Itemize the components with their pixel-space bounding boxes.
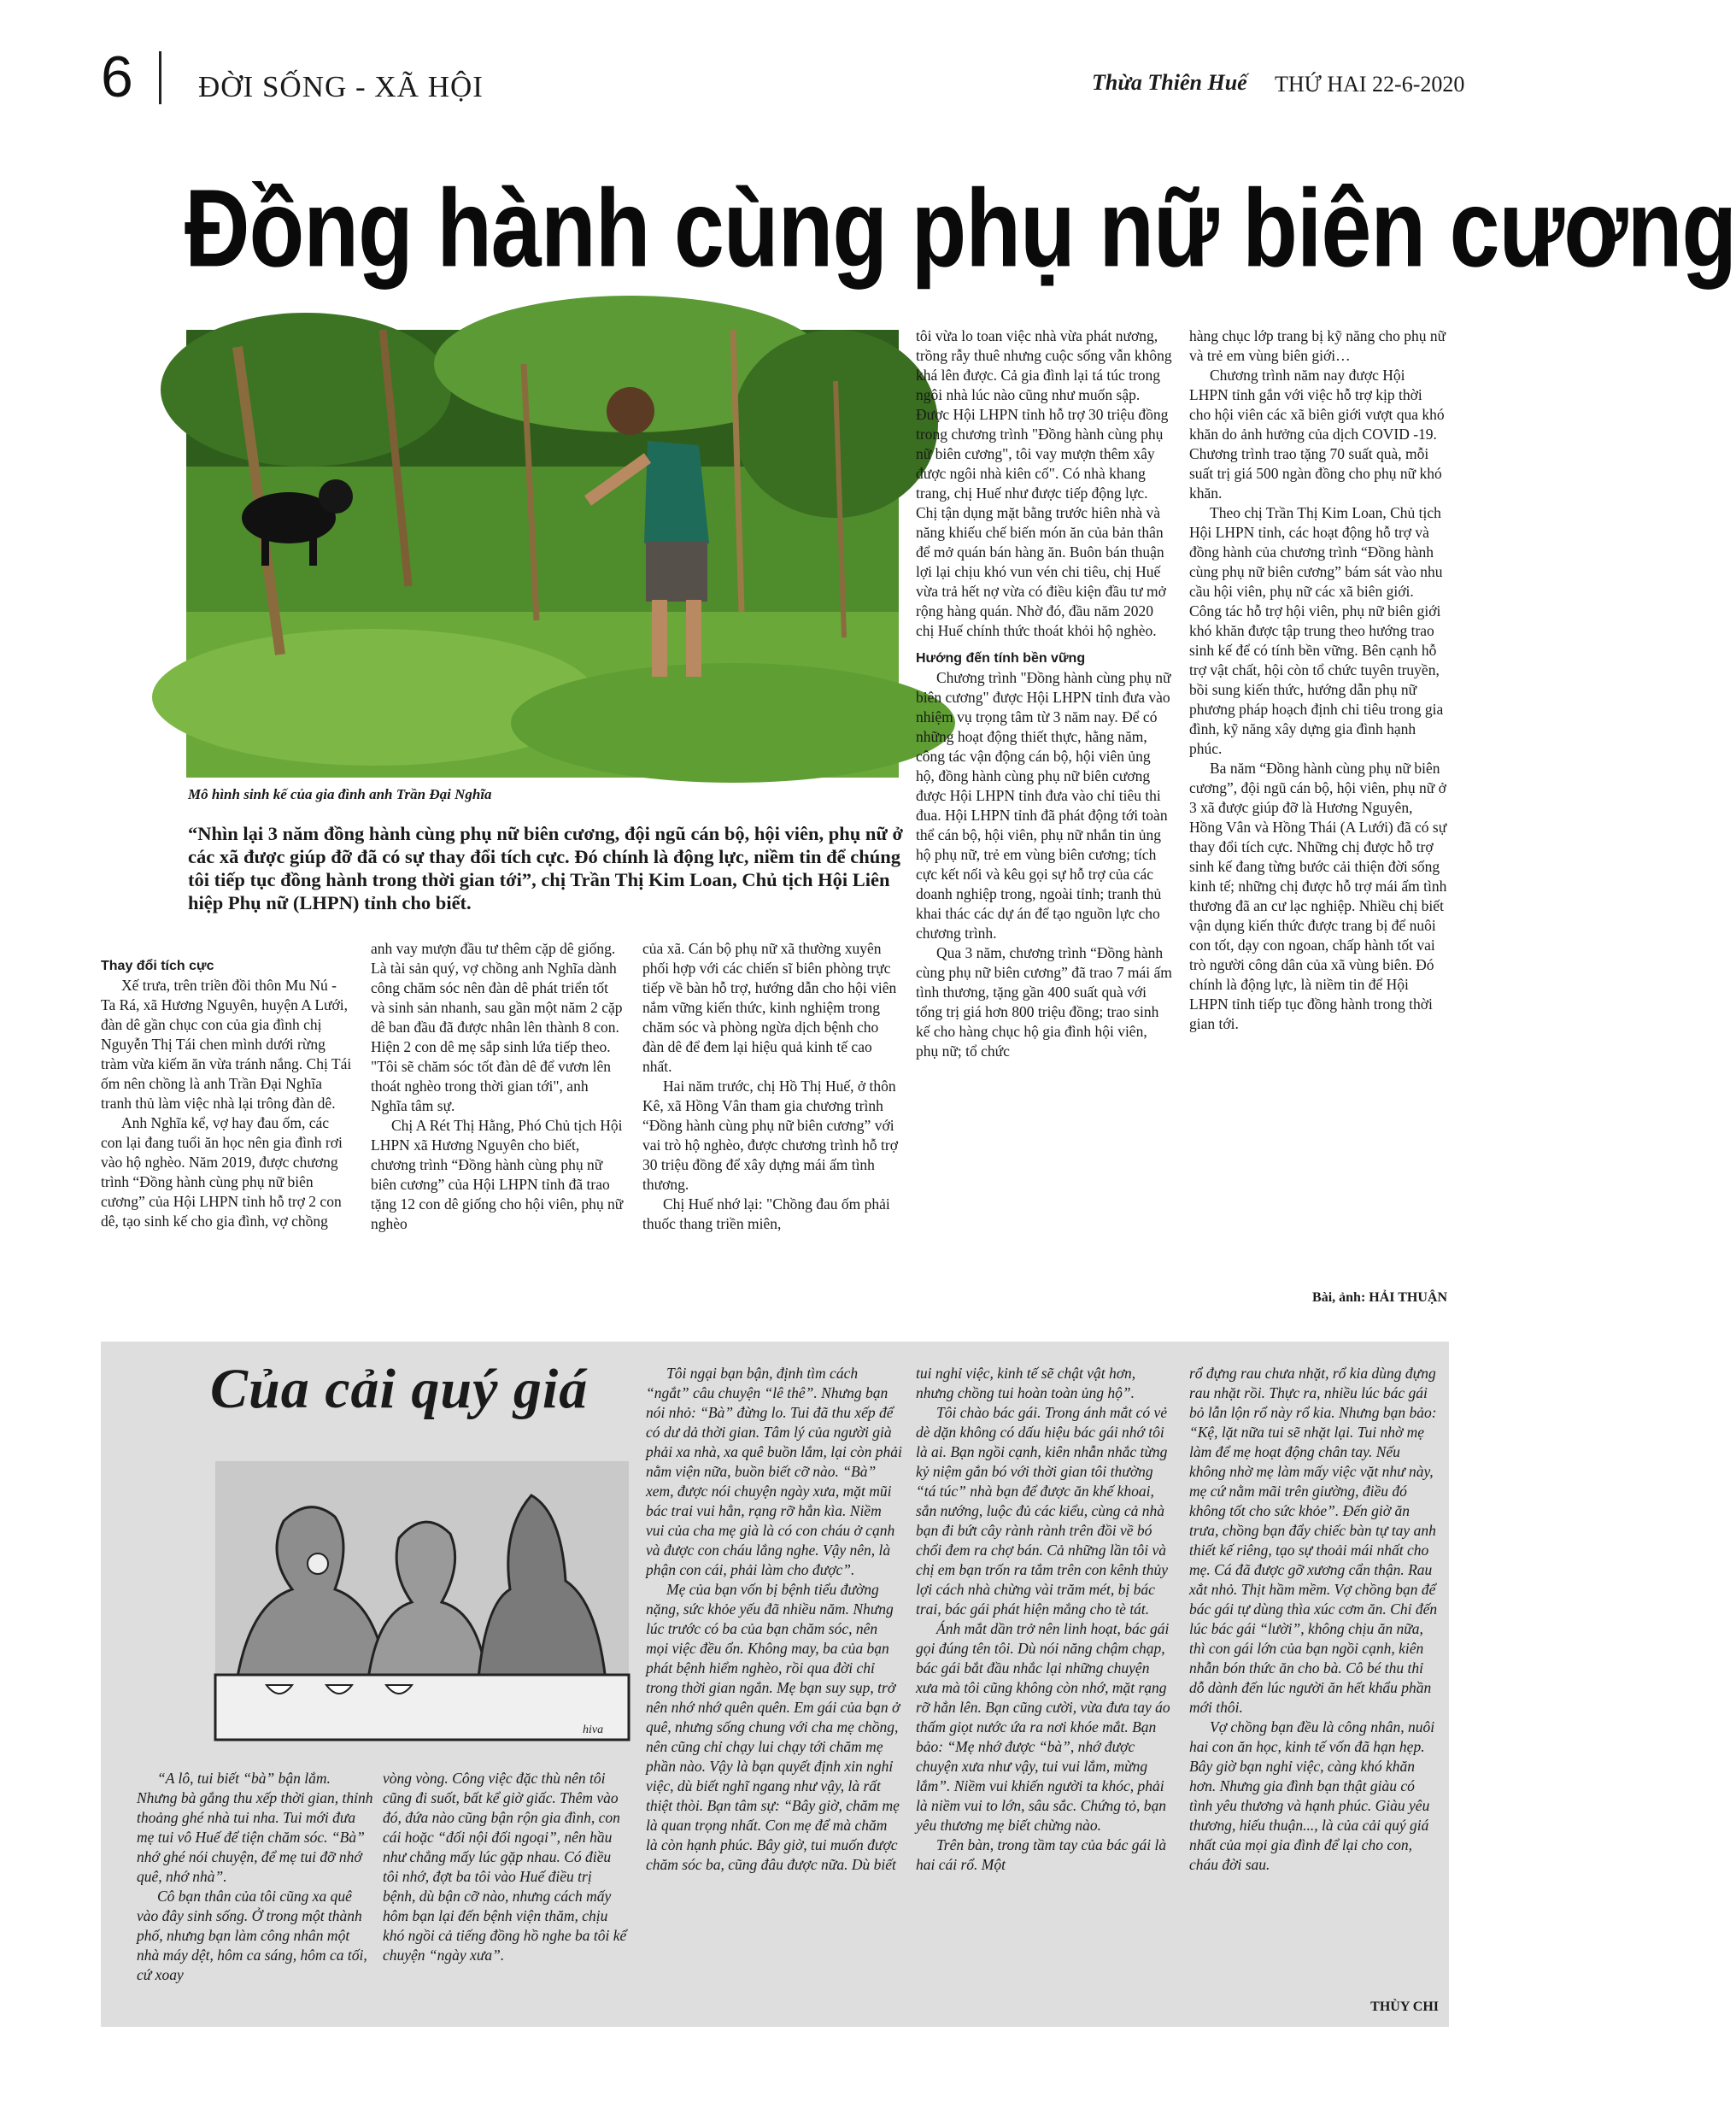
paragraph: Ánh mắt dần trở nên linh hoạt, bác gái gọi đúng tên tôi. Dù nói năng chậm chạp, bác gái bắt đầu nhắc lại những chuyện xưa mà tôi cũng không còn nhớ, mặt rạng rỡ hẳn lên. Bạn cũng cười, vừa đưa tay áo thấm giọt nước ứa ra nơi khóe mắt. Bạn bảo: “Mẹ nhớ được “bà”, nhớ được chuyện xưa như vậy, tui vui lắm, mừng lắm”. Niềm vui khiến người ta khóc, phải là niềm vui to lớn, sâu sắc. Chứng tỏ, bạn yêu thương mẹ biết chừng nào. [916,1620,1170,1834]
paragraph: anh vay mượn đầu tư thêm cặp dê giống. Là tài sản quý, vợ chồng anh Nghĩa dành công chăm sóc nên đàn dê phát triển tốt và sinh sản nhanh, sau gần một năm 2 cặp dê ban đầu đã được nhân lên thành 8 con. Hiện 2 con dê mẹ sắp sinh lứa tiếp theo. "Tôi sẽ chăm sóc tốt đàn dê để vươn lên thoát nghèo trong thời gian tới", anh Nghĩa tâm sự. [371,940,623,1114]
paragraph: tui nghỉ việc, kinh tế sẽ chật vật hơn, nhưng chồng tui hoàn toàn ủng hộ”. [916,1365,1136,1401]
article-headline: Đồng hành cùng phụ nữ biên cương [185,167,1736,291]
article-photo [186,330,899,778]
feature-column-1 [137,1769,374,1985]
paragraph: Chị A Rét Thị Hằng, Phó Chủ tịch Hội LHPN xã Hương Nguyên cho biết, chương trình “Đồng hành cùng phụ nữ biên cương” của Hội LHPN tỉnh đã trao tặng 12 con dê giống cho hội viên, phụ nữ nghèo [371,1117,624,1232]
photo-caption: Mô hình sinh kế của gia đình anh Trần Đại Nghĩa [188,786,492,802]
paragraph: Chương trình năm nay được Hội LHPN tỉnh gắn với việc hỗ trợ kịp thời cho hội viên các xã biên giới vượt qua khó khăn do ảnh hưởng của dịch COVID -19. Chương trình trao tặng 70 suất quà, mỗi suất trị giá 500 ngàn đồng cho phụ nữ khó khăn. [1189,367,1445,502]
feature-column-2 [383,1769,627,1965]
paragraph: của xã. Cán bộ phụ nữ xã thường xuyên phối hợp với các chiến sĩ biên phòng trực tiếp về bàn hỗ trợ, hướng dẫn cho hội viên nắm vững kiến thức, kinh nghiệm trong chăm sóc và phòng ngừa dịch bệnh cho đàn dê để đem lại hiệu quả kinh tế cao nhất. [642,940,897,1075]
article-column-2 [371,939,624,1234]
feature-illustration [215,1461,629,1740]
paragraph: Chương trình "Đồng hành cùng phụ nữ biên cương" được Hội LHPN tỉnh đưa vào nhiệm vụ trọng tâm từ 3 năm nay. Để có những hoạt động thiết thực, hằng năm, công tác vận động cán bộ, hội viên ủng hộ, đồng hành cùng phụ nữ biên cương được Hội LHPN tỉnh đưa vào chỉ tiêu thi đua. Hội LHPN tỉnh đã phát động tới toàn thể cán bộ, hội viên, phụ nữ nhắn tin ủng hộ phụ nữ, trẻ em vùng biên cương; tích cực kết nối và kêu gọi sự hỗ trợ của các doanh nghiệp trong, ngoài tỉnh; tranh thủ khai thác các dự án để tạo nguồn lực cho chương trình. [916,669,1171,942]
paragraph: Tôi chào bác gái. Trong ánh mắt có vẻ dè dặn không có dấu hiệu bác gái nhớ tôi là ai. Bạn ngồi cạnh, kiên nhẫn nhắc từng kỷ niệm gắn bó với thời gian tôi thường “tá túc” nhà bạn để được ăn khế khoai, sắn nướng, luộc đủ các kiểu, cùng cả nhà bạn đi bứt cây rành rành trên đồi về bó chổi đem ra chợ bán. Cả những lần tôi và chị em bạn trốn ra tắm trên con kênh thủy lợi cách nhà chừng vài trăm mét, bị bác trai, bác gái phát hiện mắng cho tè tát. [916,1404,1169,1618]
paragraph: Qua 3 năm, chương trình “Đồng hành cùng phụ nữ biên cương” đã trao 7 mái ấm tình thương, tặng gần 400 suất quà với tổng trị giá hơn 800 triệu đồng; trao sinh kế cho hàng chục hộ gia đình hội viên, phụ nữ; tổ chức [916,944,1172,1060]
paragraph: Theo chị Trần Thị Kim Loan, Chủ tịch Hội LHPN tỉnh, các hoạt động hỗ trợ và đồng hành của chương trình “Đồng hành cùng phụ nữ biên cương” bám sát vào nhu cầu hội viên, phụ nữ các xã biên giới. Công tác hỗ trợ hội viên, phụ nữ biên giới khó khăn được tập trung theo hướng trao sinh kế để có tính bền vững. Bên cạnh hỗ trợ vật chất, hội còn tổ chức tuyên truyền, bồi sung kiến thức, hướng dẫn phụ nữ phương pháp hoạch định chi tiêu trong gia đình, kỹ năng xây dựng gia đình hạnh phúc. [1189,504,1444,757]
article-column-3 [642,939,899,1234]
paragraph: Tôi ngại bạn bận, định tìm cách “ngắt” câu chuyện “lê thê”. Nhưng bạn nói nhỏ: “Bà” đừng lo. Tui đã thu xếp để có dư dả thời gian. Tâm lý của người già phải xa nhà, xa quê buồn lắm, lại còn phải nằm viện nữa, buồn biết cỡ nào. “Bà” xem, được nói chuyện ngày xưa, mặt mũi bác trai vui hẳn, rạng rỡ hẳn kìa. Niềm vui của cha mẹ già là có con cháu ở cạnh và được con cháu lắng nghe. Vậy nên, là phận con cái, phải làm cho được”. [646,1365,902,1578]
header-divider [159,51,161,104]
paragraph: vòng vòng. Công việc đặc thù nên tôi cũng đi suốt, bất kể giờ giấc. Thêm vào đó, đứa nào cũng bận rộn gia đình, con cái hoặc “đối nội đối ngoại”, nên hầu như chẳng mấy lúc gặp nhau. Có điều tôi nhớ, đợt ba tôi vào Huế điều trị bệnh, dù bận cỡ nào, nhưng cách mấy hôm bạn lại đến bệnh viện thăm, chịu khó ngồi cả tiếng đồng hồ nghe ba tôi kể chuyện “ngày xưa”. [383,1770,627,1964]
photo-scene [186,330,899,778]
paragraph: Mẹ của bạn vốn bị bệnh tiểu đường nặng, sức khỏe yếu đã nhiều năm. Nhưng lúc trước có ba của bạn chăm sóc, nên mọi việc đều ổn. Không may, ba của bạn phát bệnh hiểm nghèo, rồi qua đời chỉ trong thời gian ngắn. Mẹ bạn suy sụp, trở nên nhớ nhớ quên quên. Em gái của bạn ở quê, nhưng sống chung với cha mẹ chồng, nên cũng chỉ chạy lui chạy tới chăm mẹ phần nào. Vậy là bạn quyết định xin nghỉ việc, dù biết nghĩ ngang như vậy, là rất thiệt thòi. Bạn tâm sự: “Bây giờ, chăm mẹ là quan trọng nhất. Con mẹ để mà chăm là còn hạnh phúc. Bây giờ, tui muốn được chăm sóc ba, cũng đâu được nữa. Dù biết [646,1581,900,1873]
subheading: Hướng đến tính bền vững [916,651,1086,666]
issue-date: THỨ HAI 22-6-2020 [1275,72,1465,97]
paragraph: Hai năm trước, chị Hồ Thị Huế, ở thôn Kê, xã Hồng Vân tham gia chương trình “Đồng hành cùng phụ nữ biên cương” với vai trò hộ nghèo, được chương trình hỗ trợ 30 triệu đồng để xây dựng mái ấm tình thương. [642,1078,898,1193]
paragraph: Chị Huế nhớ lại: "Chồng đau ốm phải thuốc thang triền miên, [642,1195,890,1232]
subheading: Thay đổi tích cực [101,959,214,973]
feature-title: Của cải quý giá [210,1358,589,1420]
paragraph: Trên bàn, trong tầm tay của bác gái là hai cái rổ. Một [916,1836,1167,1873]
paragraph: Cô bạn thân của tôi cũng xa quê vào đây sinh sống. Ở trong một thành phố, nhưng bạn làm công nhân một nhà máy dệt, hôm ca sáng, hôm ca tối, cứ xoay [137,1888,367,1983]
paragraph: tôi vừa lo toan việc nhà vừa phát nương, trồng rẫy thuê nhưng cuộc sống vẫn không khá lên được. Cả gia đình lại tá túc trong ngôi nhà lúc nào cũng như muốn sập. Được Hội LHPN tỉnh hỗ trợ 30 triệu đồng trong chương trình "Đồng hành cùng phụ nữ biên cương", tôi vay mượn thêm xây được ngôi nhà kiên cố". Có nhà khang trang, chị Huế như được tiếp động lực. Chị tận dụng mặt bằng trước hiên nhà và năng khiếu chế biến món ăn của bản thân để mở quán bán hàng ăn. Buôn bán thuận lợi lại chịu khó vun vén chi tiêu, chị Huế vừa trả hết nợ vừa có điều kiện đầu tư mở rộng hàng quán. Nhờ đó, đầu năm 2020 chị Huế chính thức thoát khỏi hộ nghèo. [916,327,1172,639]
article-column-4 [916,326,1172,1061]
paragraph: Xế trưa, trên triền đồi thôn Mu Nú - Ta Rá, xã Hương Nguyên, huyện A Lưới, đàn dê gần chục con của gia đình chị Nguyễn Thị Tái chen mình dưới rừng tràm vừa kiếm ăn vừa tránh nắng. Chị Tái ốm nên chồng là anh Trần Đại Nghĩa tranh thủ làm việc nhà lại trông đàn dê. [101,977,352,1112]
page-number: 6 [101,44,133,109]
article-column-1 [101,957,354,1231]
article-byline: Bài, ảnh: HẢI THUẬN [1312,1290,1447,1305]
paragraph: Ba năm “Đồng hành cùng phụ nữ biên cương”, đội ngũ cán bộ, hội viên, phụ nữ ở 3 xã được giúp đỡ là Hương Nguyên, Hồng Vân và Hồng Thái (A Lưới) đã có sự thay đổi tích cực. Những chị được hỗ trợ sinh kế đang từng bước cải thiện đời sống kinh tế; những chị được hỗ trợ mái ấm tình thương đã an cư lạc nghiệp. Nhiều chị biết vận dụng kiến thức được trang bị để nuôi con tốt, dạy con ngoan, chấp hành tốt vai trò người công dân của xã vùng biên. Đó chính là động lực, là niềm tin để Hội LHPN tỉnh tiếp tục đồng hành trong thời gian tới. [1189,760,1447,1032]
paragraph: Anh Nghĩa kể, vợ hay đau ốm, các con lại đang tuổi ăn học nên gia đình rơi vào hộ nghèo. Năm 2019, được chương trình “Đồng hành cùng phụ nữ biên cương” của Hội LHPN tỉnh hỗ trợ 2 con dê, tạo sinh kế cho gia đình, vợ chồng [101,1114,343,1230]
paper-name: Thừa Thiên Huế [1092,70,1247,95]
paragraph: “A lô, tui biết “bà” bận lắm. Nhưng bà gắng thu xếp thời gian, thỉnh thoảng ghé nhà tui nha. Tui mới đưa mẹ tui vô Huế để tiện chăm sóc. “Bà” nhớ ghé nói chuyện, để mẹ tui đỡ nhớ quê, nhớ nhà”. [137,1770,373,1885]
feature-column-3 [646,1364,902,1875]
paragraph: rổ đựng rau chưa nhặt, rổ kia dùng đựng rau nhặt rồi. Thực ra, nhiều lúc bác gái bỏ lẫn lộn rổ này rổ kia. Nhưng bạn bảo: “Kệ, lặt nữa tui sẽ nhặt lại. Tui nhờ mẹ làm để mẹ hoạt động chân tay. Nếu không nhờ mẹ làm mấy việc vặt như này, mẹ cứ nằm mãi trên giường, điều đó không tốt cho sức khỏe”. Đến giờ ăn trưa, chồng bạn đẩy chiếc bàn tự tay anh thiết kế riêng, tạo sự thoải mái nhất cho mẹ. Cá đã được gỡ xương cẩn thận. Rau xắt nhỏ. Thịt hầm mềm. Vợ chồng bạn để bác gái tự dùng thìa xúc cơm ăn. Chỉ đến lúc bác gái “lười”, không chịu ăn nữa, thì con gái lớn của bạn ngồi cạnh, kiên nhẫn bón thức ăn cho bà. Cô bé thu thỉ dỗ dành đến lúc người ăn hết khẩu phần mới thôi. [1189,1365,1438,1716]
article-column-5 [1189,326,1447,1034]
feature-column-5 [1189,1364,1439,1875]
section-name: ĐỜI SỐNG - XÃ HỘI [198,70,484,103]
feature-column-4 [916,1364,1172,1875]
feature-byline: THÙY CHI [1370,2000,1439,2014]
illustration-signature: hiva [583,1724,604,1736]
paragraph: Vợ chồng bạn đều là công nhân, nuôi hai con ăn học, kinh tế vốn đã hạn hẹp. Bây giờ bạn nghỉ việc, càng khó khăn hơn. Nhưng gia đình bạn thật giàu có tình yêu thương và hạnh phúc. Giàu yêu thương, hiếu thuận..., là của cải quý giá nhất của mọi gia đình để lại cho con, cháu đời sau. [1189,1718,1435,1873]
three-women-drawing [215,1461,629,1740]
paragraph: hàng chục lớp trang bị kỹ năng cho phụ nữ và trẻ em vùng biên giới… [1189,327,1446,364]
article-lead: “Nhìn lại 3 năm đồng hành cùng phụ nữ biên cương, đội ngũ cán bộ, hội viên, phụ nữ ở các xã được giúp đỡ đã có sự thay đổi tích cực. Đó chính là động lực, niềm tin để chúng tôi tiếp tục đồng hành trong thời gian tới”, chị Trần Thị Kim Loan, Chủ tịch Hội Liên hiệp Phụ nữ (LHPN) tỉnh cho biết. [188,823,903,913]
